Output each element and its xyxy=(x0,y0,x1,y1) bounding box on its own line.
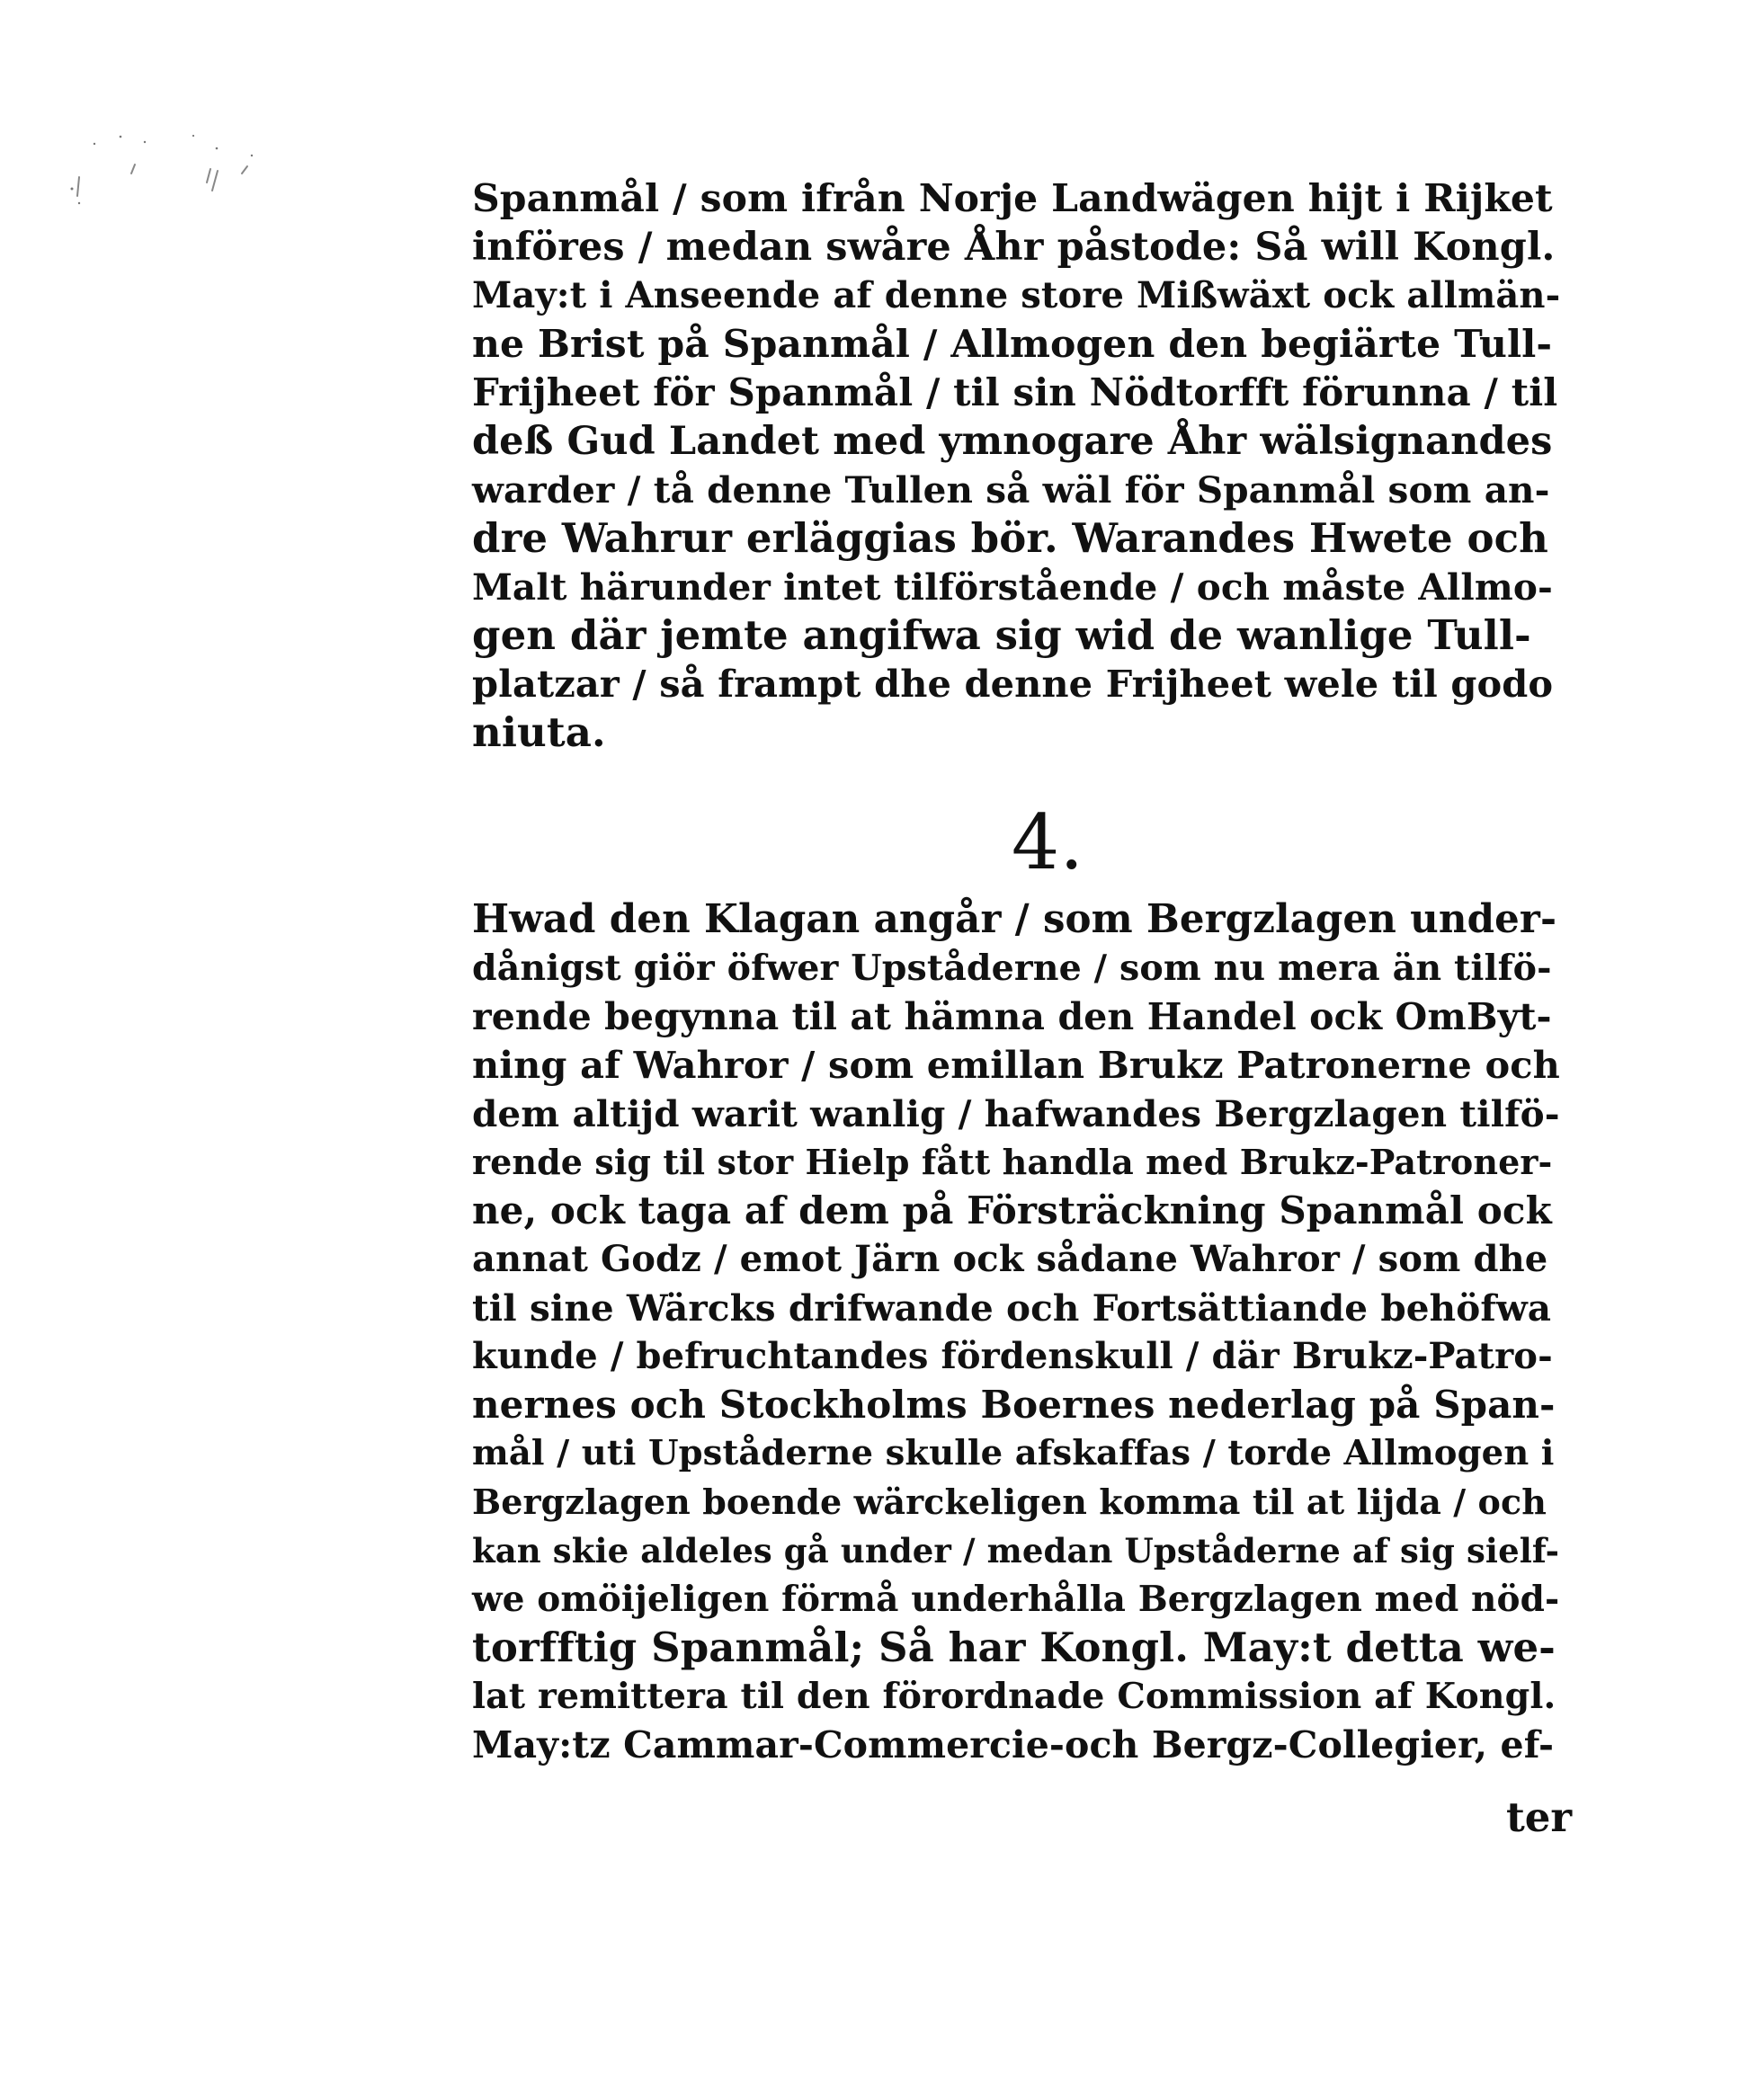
text-line: Hwad den Klagan angår / som Bergzlagen under- xyxy=(472,896,1557,942)
text-line: dånigst giör öfwer Upståderne / som nu mera än tilfö- xyxy=(472,948,1552,989)
text-line: Spanmål / som ifrån Norje Landwägen hijt i Rijket xyxy=(472,176,1553,221)
text-line: til sine Wärcks drifwande och Fortsättiande behöfwa xyxy=(472,1286,1552,1330)
text-line: rende sig til stor Hielp fått handla med Brukz-Patroner- xyxy=(472,1142,1553,1182)
text-line: warder / tå denne Tullen så wäl för Spanmål som an- xyxy=(472,468,1550,512)
text-line: gen där jemte angifwa sig wid de wanlige Tull- xyxy=(472,611,1531,659)
text-line: May:t i Anseende af denne store Mißwäxt ock allmän- xyxy=(472,274,1561,316)
catchword: ter xyxy=(1506,1793,1573,1841)
text-line: deß Gud Landet med ymnogare Åhr wälsignandes xyxy=(472,419,1553,464)
text-line: kan skie aldeles gå under / medan Upståderne af sig sielf- xyxy=(472,1531,1560,1571)
text-line: dre Wahrur erläggias bör. Warandes Hwete och xyxy=(472,514,1548,562)
text-line: May:tz Cammar-Commercie-och Bergz-Collegier, ef- xyxy=(472,1723,1555,1766)
text-line: kunde / befruchtandes fördenskull / där Brukz-Patro- xyxy=(472,1335,1553,1377)
text-line: rende begynna til at hämna den Handel ock OmByt- xyxy=(472,995,1552,1038)
text-line: dem altijd warit wanlig / hafwandes Bergzlagen tilfö- xyxy=(472,1092,1560,1135)
text-line: platzar / så frampt dhe denne Frijheet wele til godo xyxy=(472,662,1554,706)
text-line: Malt härunder intet tilförstående / och måste Allmo- xyxy=(472,565,1553,609)
text-line: ne Brist på Spanmål / Allmogen den begiärte Tull- xyxy=(472,322,1553,367)
text-line: nernes och Stockholms Boernes nederlag på Span- xyxy=(472,1383,1556,1427)
text-line: lat remittera til den förordnade Commission af Kongl. xyxy=(472,1676,1556,1717)
section-number: 4. xyxy=(1011,798,1084,886)
text-line: we omöijeligen förmå underhålla Bergzlagen med nöd- xyxy=(472,1579,1560,1620)
margin-specks xyxy=(63,126,270,270)
text-line: ning af Wahror / som emillan Brukz Patronerne och xyxy=(472,1043,1560,1087)
text-line: torfftig Spanmål; Så har Kongl. May:t detta we- xyxy=(472,1624,1556,1671)
text-line: Frijheet för Spanmål / til sin Nödtorfft förunna / til xyxy=(472,370,1558,414)
text-line: Bergzlagen boende wärckeligen komma til at lijda / och xyxy=(472,1482,1547,1522)
text-line: införes / medan swåre Åhr påstode: Så will Kongl. xyxy=(472,225,1556,270)
text-line: ne, ock taga af dem på Försträckning Spanmål ock xyxy=(472,1188,1552,1232)
text-line: mål / uti Upståderne skulle afskaffas / torde Allmogen i xyxy=(472,1433,1555,1473)
text-line: annat Godz / emot Järn ock sådane Wahror / som dhe xyxy=(472,1238,1548,1280)
text-line: niuta. xyxy=(472,708,606,756)
